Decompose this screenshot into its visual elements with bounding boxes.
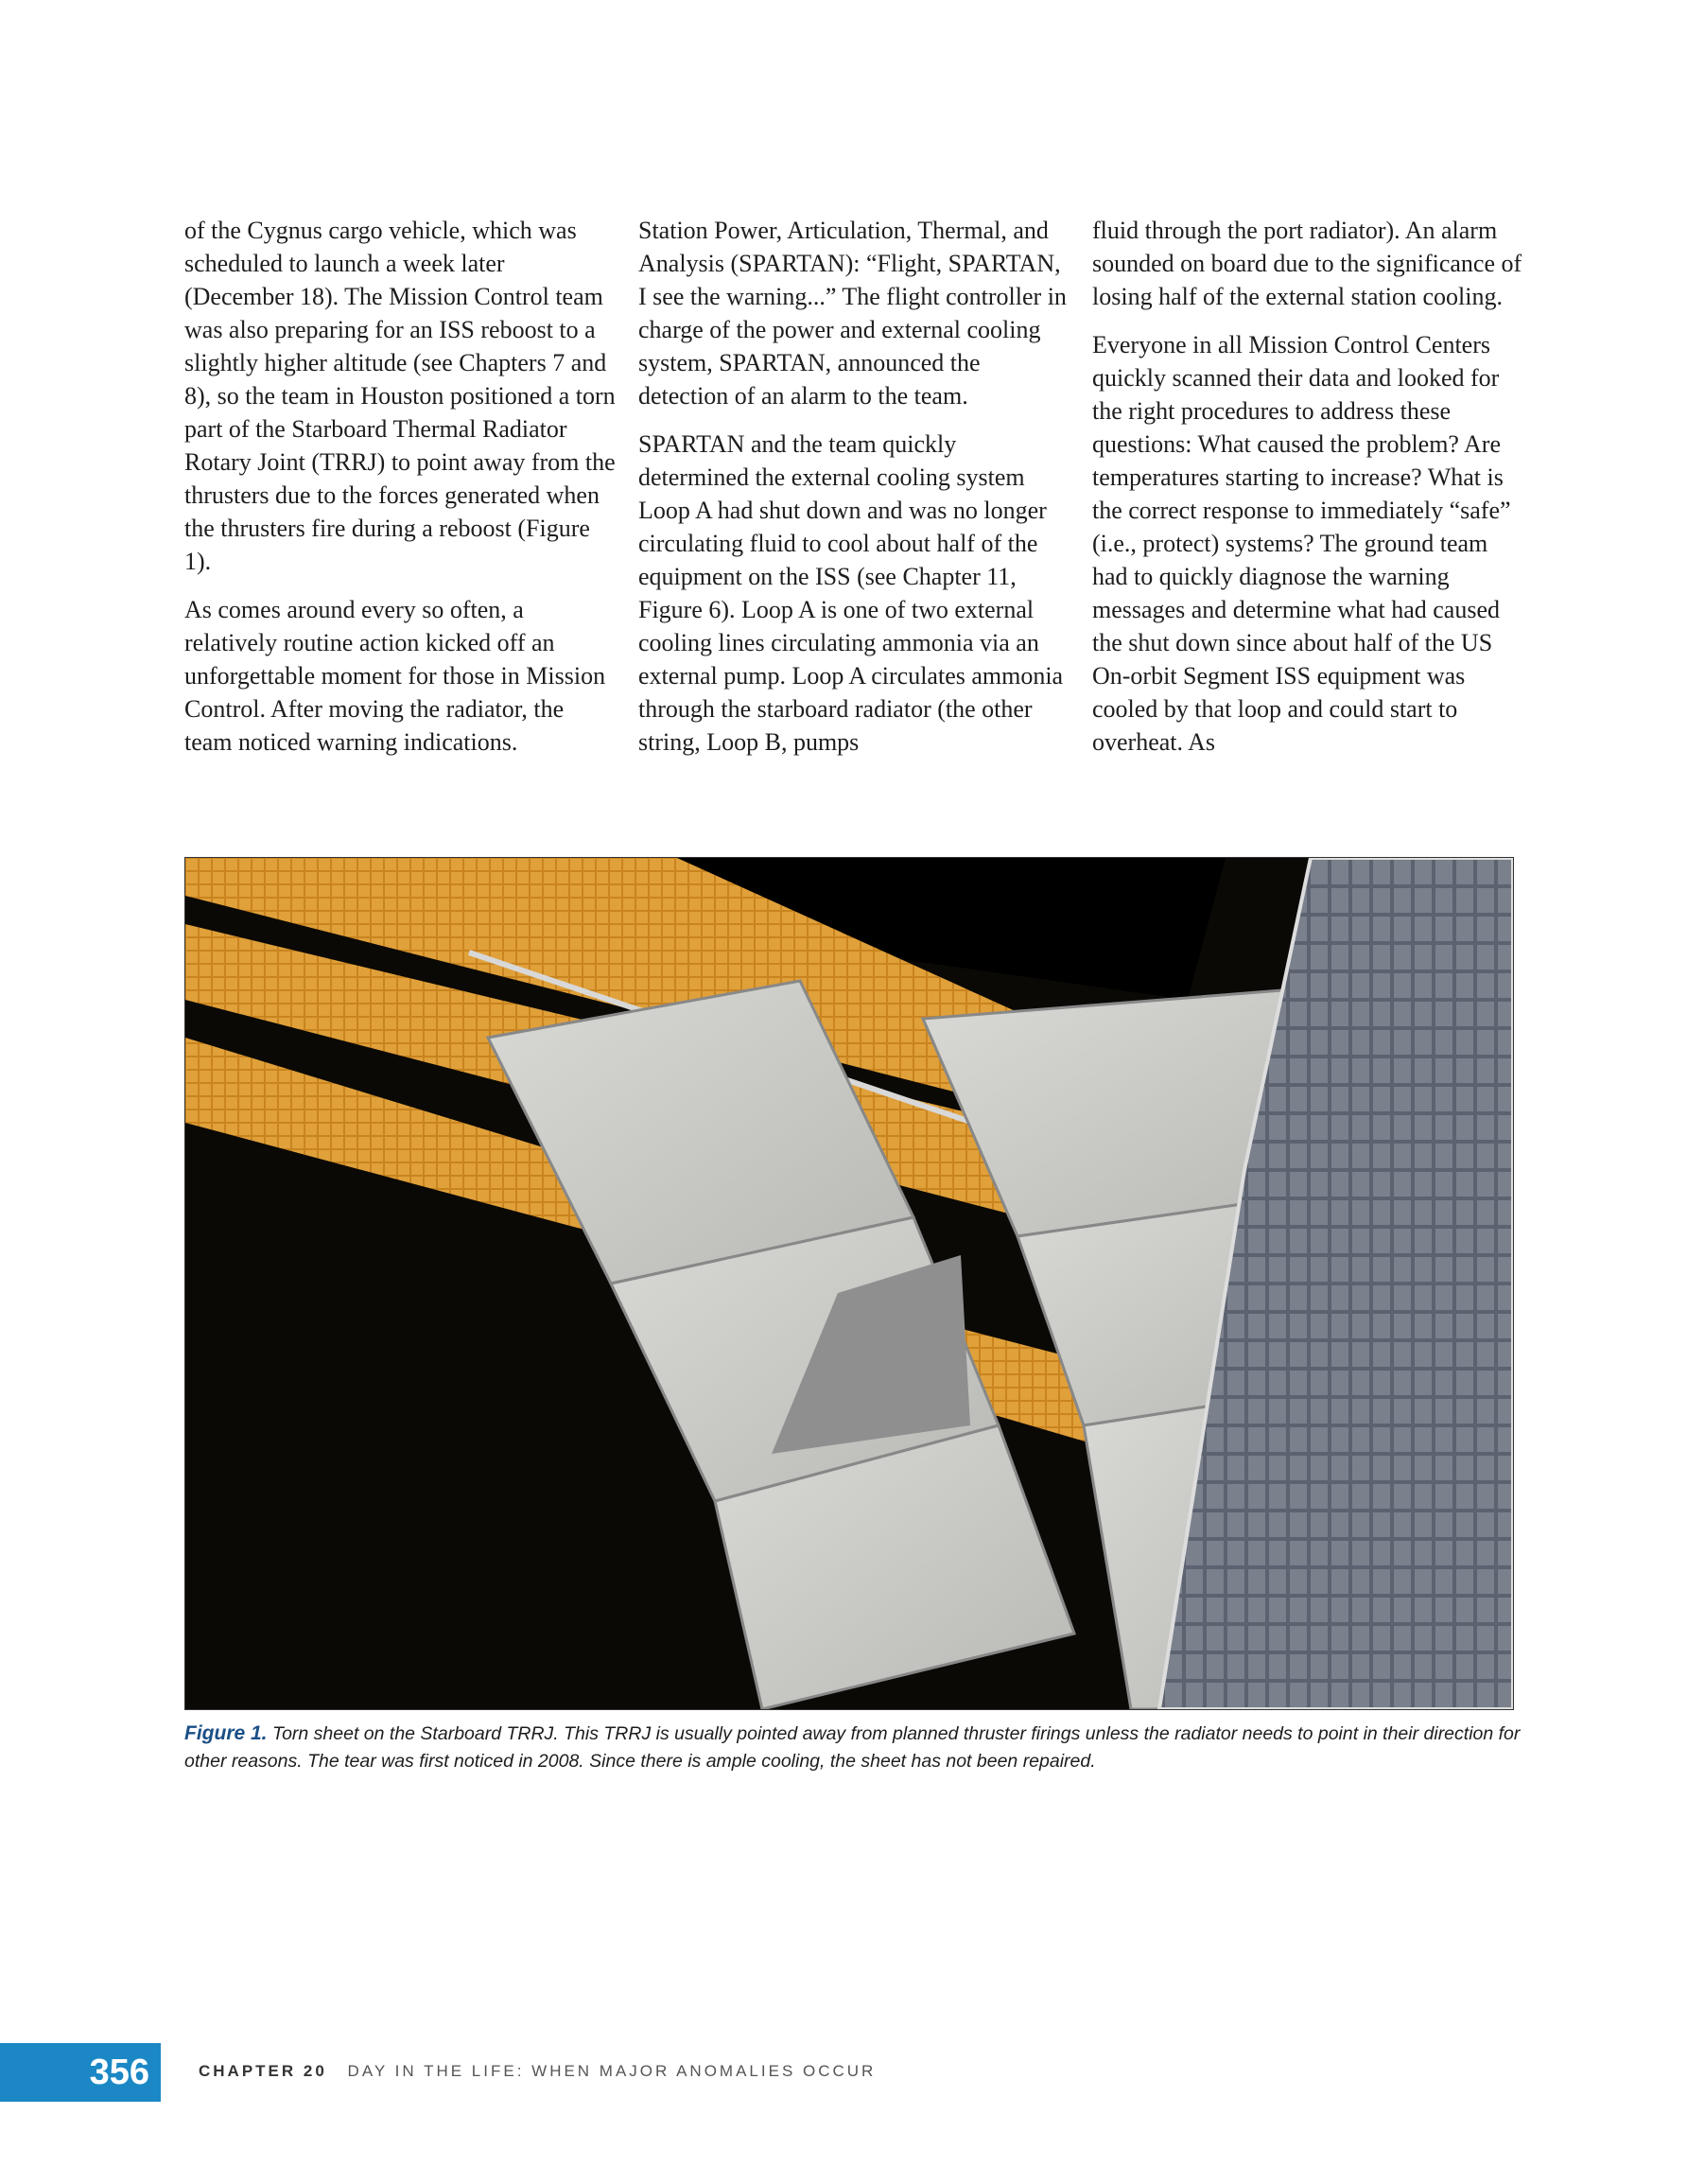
chapter-title: DAY IN THE LIFE: WHEN MAJOR ANOMALIES OCCUR bbox=[347, 2062, 877, 2080]
paragraph: Station Power, Articulation, Thermal, and Analysis (SPARTAN): “Flight, SPARTAN, I see the warning...” The flight controller in charge of the power and external cooling system, SPARTAN, announced the detection of an alarm to the team. bbox=[638, 217, 1067, 410]
iss-radiator-photo bbox=[185, 858, 1513, 1709]
paragraph: fluid through the port radiator). An alarm sounded on board due to the significance of losing half of the external station cooling. bbox=[1092, 217, 1522, 310]
figure-label: Figure 1. bbox=[184, 1722, 268, 1744]
paragraph: As comes around every so often, a relatively routine action kicked off an unforgettable moment for those in Mission Control. After moving the radiator, the team noticed warning indications. bbox=[184, 596, 606, 756]
text-column-3 bbox=[1092, 214, 1525, 774]
running-footer bbox=[199, 2062, 876, 2081]
text-column-2 bbox=[638, 214, 1071, 774]
page-number: 356 bbox=[0, 2043, 161, 2102]
caption-text: Torn sheet on the Starboard TRRJ. This TRRJ is usually pointed away from planned thruster firings unless the radiator needs to point in their direction for other reasons. The tear was first noticed in 2008. Since there is ample cooling, the sheet has not been repaired. bbox=[184, 1723, 1521, 1772]
paragraph: Everyone in all Mission Control Centers quickly scanned their data and looked for the right procedures to address these questions: What caused the problem? Are temperatures starting to increase? What is the correct response to immediately “safe” (i.e., protect) systems? The ground team had to quickly diagnose the warning messages and determine what had caused the shut down since about half of the US On-orbit Segment ISS equipment was cooled by that loop and could start to overheat. As bbox=[1092, 331, 1511, 756]
paragraph: of the Cygnus cargo vehicle, which was scheduled to launch a week later (December 18). The Mission Control team was also preparing for an ISS reboost to a slightly higher altitude (see Chapters 7 and 8), so the team in Houston positioned a torn part of the Starboard Thermal Radiator Rotary Joint (TRRJ) to point away from the thrusters due to the forces generated when the thrusters fire during a reboost (Figure 1). bbox=[184, 217, 616, 575]
figure-caption bbox=[184, 1720, 1527, 1775]
text-column-1 bbox=[184, 214, 617, 774]
paragraph: SPARTAN and the team quickly determined the external cooling system Loop A had shut down and was no longer circulating fluid to cool about half of the equipment on the ISS (see Chapter 11, Figure 6). Loop A is one of two external cooling lines circulating ammonia via an external pump. Loop A circulates ammonia through the starboard radiator (the other string, Loop B, pumps bbox=[638, 430, 1064, 756]
chapter-label: CHAPTER 20 bbox=[199, 2062, 327, 2080]
figure-photo bbox=[184, 857, 1514, 1710]
